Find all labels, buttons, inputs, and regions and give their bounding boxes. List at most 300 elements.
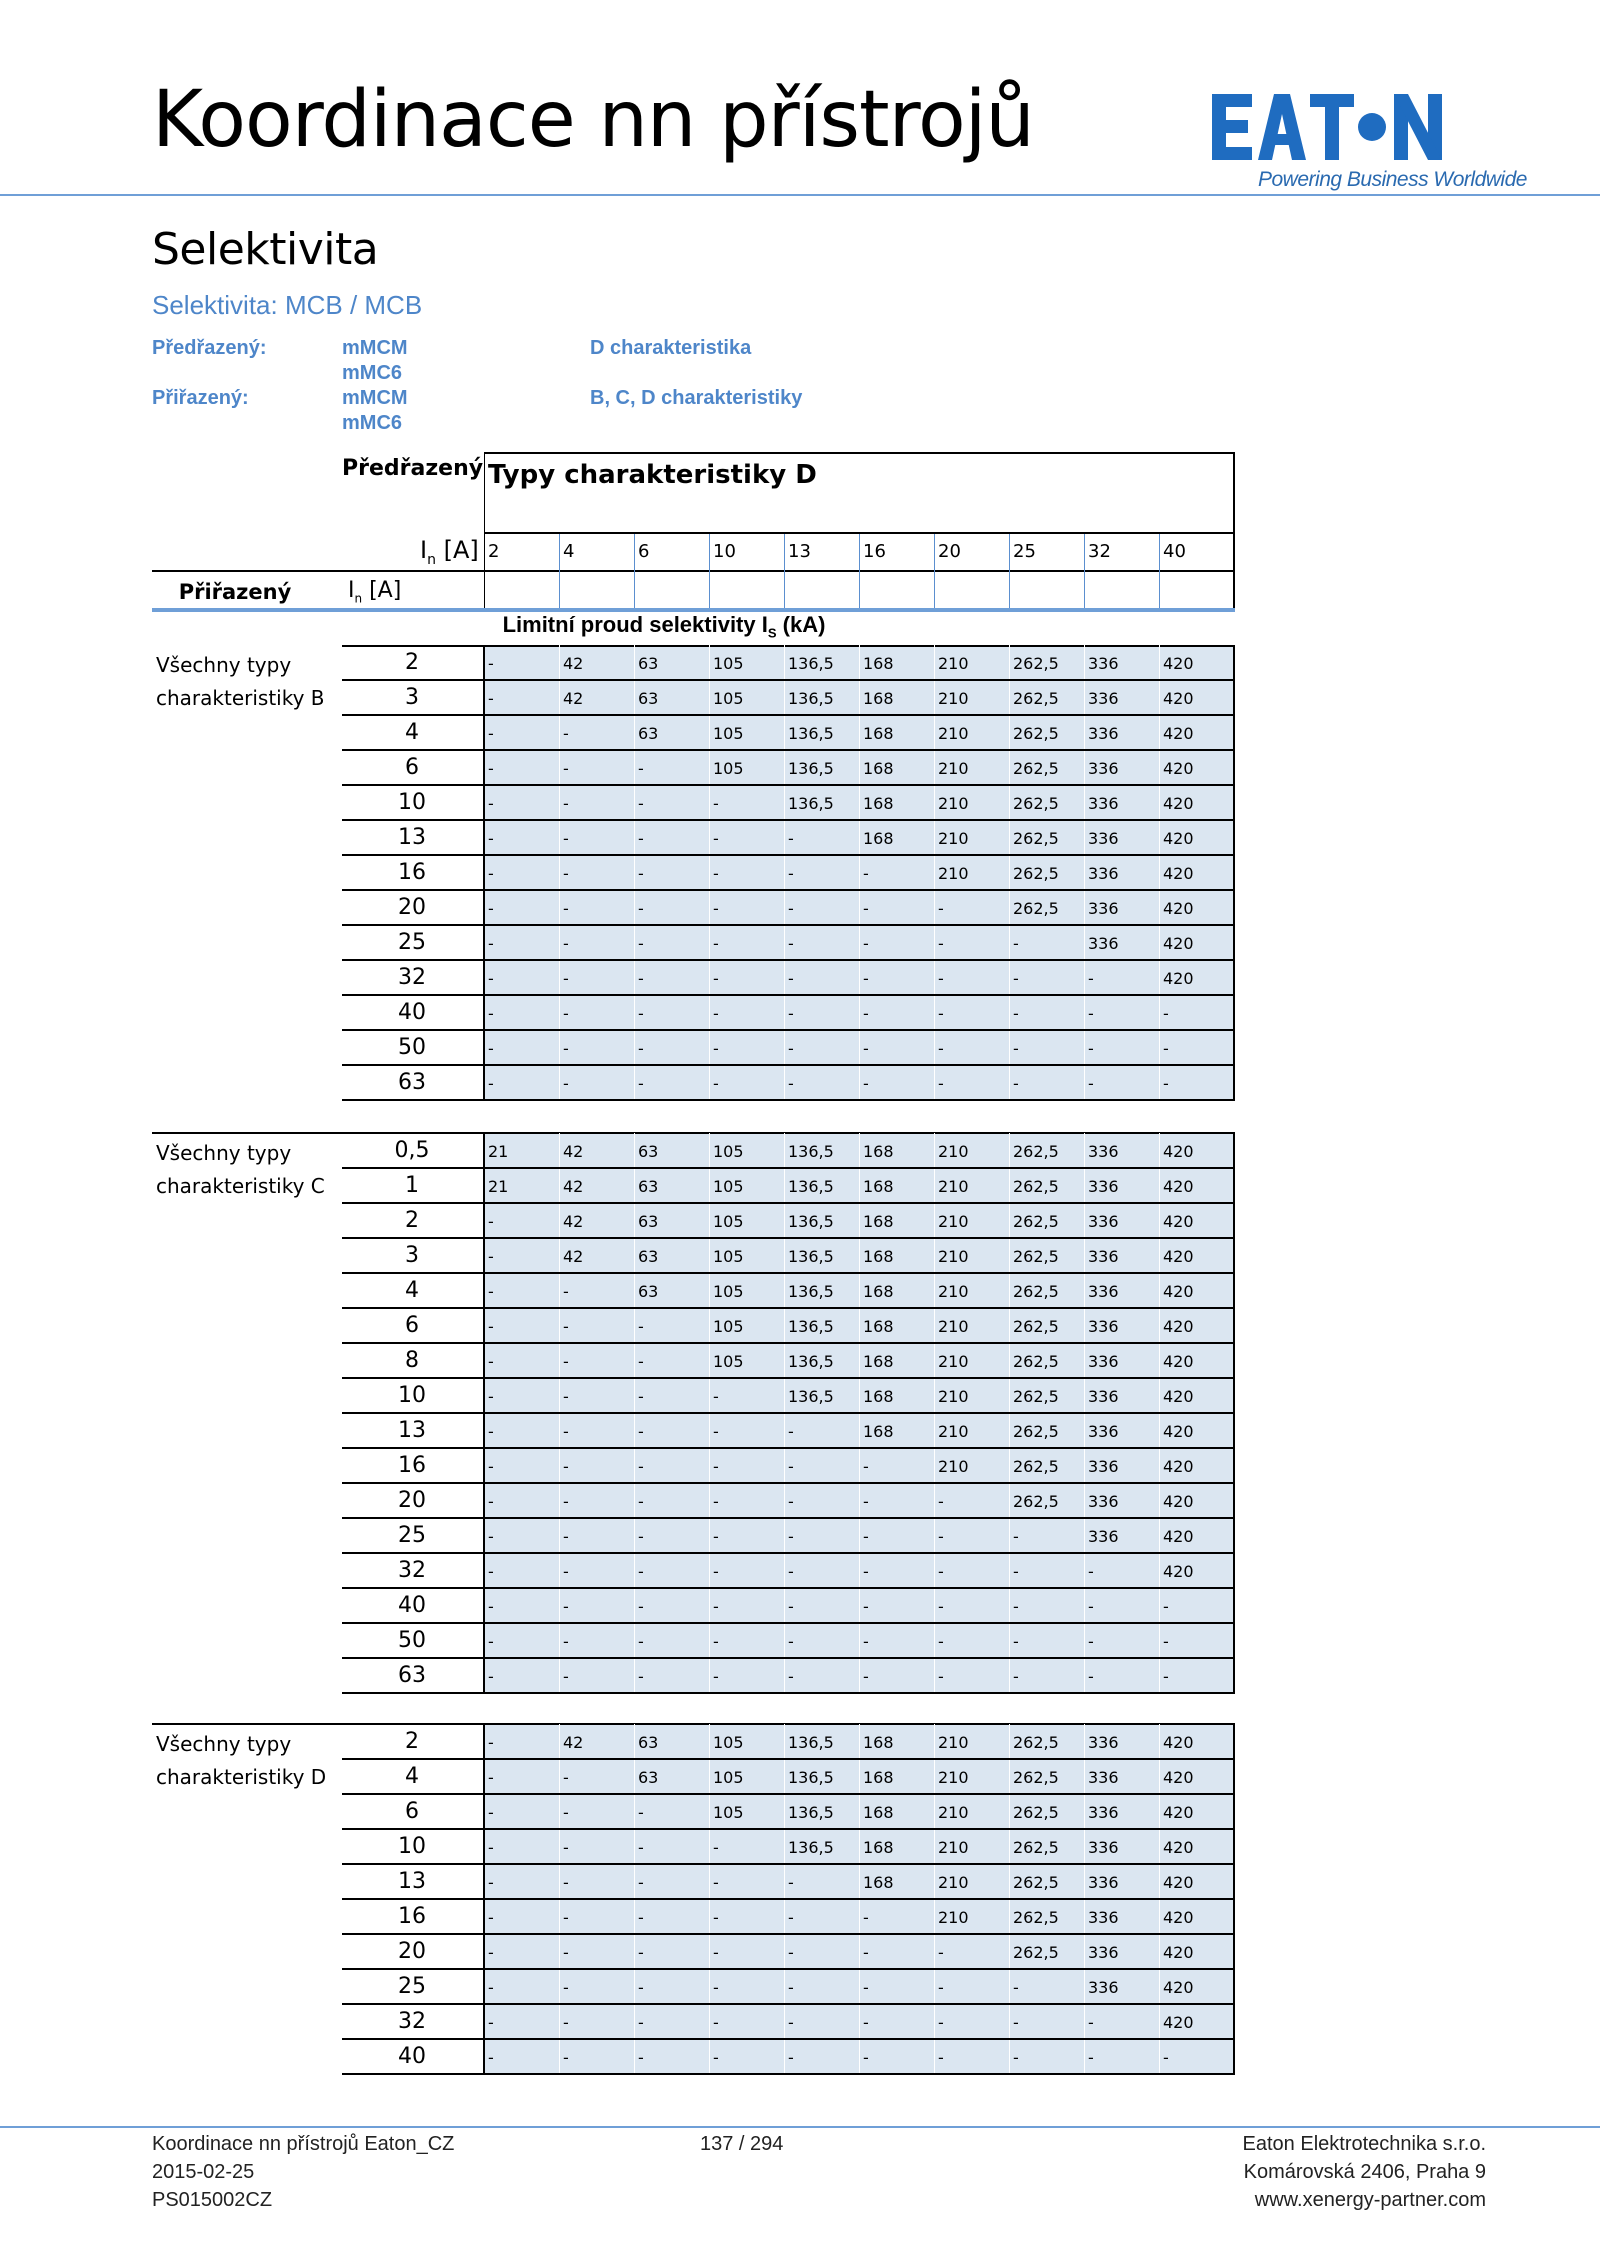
table-cell: 262,5 bbox=[1013, 899, 1059, 918]
column-header: 4 bbox=[563, 541, 575, 562]
limit-current-caption: Limitní proud selektivity $I_S$ (kA) bbox=[502, 612, 826, 641]
table-cell: - bbox=[1163, 1667, 1169, 1686]
group-label-line: Všechny typy bbox=[156, 1141, 292, 1165]
table-cell: - bbox=[863, 1457, 869, 1476]
table-cell: - bbox=[938, 1004, 944, 1023]
row-in-value: 16 bbox=[398, 860, 426, 885]
table-cell: - bbox=[563, 1074, 569, 1093]
table-cell: 262,5 bbox=[1013, 1943, 1059, 1962]
row-in-value: 25 bbox=[398, 930, 426, 955]
table-cell: - bbox=[563, 1422, 569, 1441]
row-in-value: 3 bbox=[405, 1243, 419, 1268]
table-cell: 210 bbox=[938, 759, 969, 778]
table-cell: 136,5 bbox=[788, 724, 834, 743]
table-cell: - bbox=[488, 1803, 494, 1822]
table-cell: - bbox=[713, 1004, 719, 1023]
table-cell: 336 bbox=[1088, 1768, 1119, 1787]
table-cell: - bbox=[488, 1212, 494, 1231]
table-cell: 210 bbox=[938, 1317, 969, 1336]
table-cell: 42 bbox=[563, 689, 584, 708]
table-cell: 420 bbox=[1163, 689, 1194, 708]
table-cell: - bbox=[938, 899, 944, 918]
table-cell: - bbox=[863, 1004, 869, 1023]
table-cell: - bbox=[488, 1247, 494, 1266]
table-cell: 420 bbox=[1163, 1838, 1194, 1857]
table-cell: - bbox=[638, 1803, 644, 1822]
row-in-value: 20 bbox=[398, 895, 426, 920]
table-cell: - bbox=[563, 899, 569, 918]
table-cell: - bbox=[1088, 1667, 1094, 1686]
table-cell: 262,5 bbox=[1013, 1838, 1059, 1857]
column-header: 13 bbox=[788, 541, 811, 562]
row-in-value: 40 bbox=[398, 1593, 426, 1618]
column-in-label: $I_n$ [A] bbox=[420, 536, 479, 568]
header-box-border bbox=[1233, 452, 1235, 610]
table-cell: 262,5 bbox=[1013, 1352, 1059, 1371]
group-label bbox=[156, 1728, 326, 1794]
table-cell: 168 bbox=[863, 829, 894, 848]
table-cell: - bbox=[488, 1943, 494, 1962]
table-cell: - bbox=[563, 794, 569, 813]
table-cell: - bbox=[788, 864, 794, 883]
table-cell: - bbox=[638, 1667, 644, 1686]
table-cell: - bbox=[713, 1457, 719, 1476]
row-in-value: 4 bbox=[405, 1278, 419, 1303]
table-cell: 262,5 bbox=[1013, 794, 1059, 813]
table-cell: 168 bbox=[863, 724, 894, 743]
table-cell: - bbox=[638, 969, 644, 988]
row-in-value: 6 bbox=[405, 1313, 419, 1338]
group-label-line: charakteristiky C bbox=[156, 1174, 325, 1198]
table-cell: - bbox=[563, 1873, 569, 1892]
table-cell: - bbox=[1088, 1074, 1094, 1093]
table-cell: 136,5 bbox=[788, 1142, 834, 1161]
table-cell: - bbox=[638, 1387, 644, 1406]
table-cell: 168 bbox=[863, 1838, 894, 1857]
table-cell: - bbox=[713, 899, 719, 918]
table-cell: 336 bbox=[1088, 1142, 1119, 1161]
table-cell: 210 bbox=[938, 1908, 969, 1927]
table-cell: 262,5 bbox=[1013, 654, 1059, 673]
table-cell: 420 bbox=[1163, 1527, 1194, 1546]
row-in-value: 50 bbox=[398, 1035, 426, 1060]
table-cell: 63 bbox=[638, 654, 659, 673]
prirazeny-label: Přiřazený: bbox=[152, 387, 249, 409]
table-cell: - bbox=[488, 1527, 494, 1546]
row-in-value: 63 bbox=[398, 1070, 426, 1095]
table-cell: 210 bbox=[938, 1212, 969, 1231]
table-cell: - bbox=[713, 1597, 719, 1616]
prirazeny-characteristics: B, C, D charakteristiky bbox=[590, 387, 803, 409]
table-cell: 42 bbox=[563, 1212, 584, 1231]
table-cell: - bbox=[563, 1492, 569, 1511]
table-cell: 420 bbox=[1163, 1733, 1194, 1752]
table-cell: - bbox=[488, 1039, 494, 1058]
table-cell: - bbox=[938, 1492, 944, 1511]
table-cell: 420 bbox=[1163, 1908, 1194, 1927]
table-cell: 262,5 bbox=[1013, 759, 1059, 778]
table-cell: - bbox=[788, 1908, 794, 1927]
table-cell: - bbox=[1088, 969, 1094, 988]
header-box-border bbox=[484, 452, 1234, 454]
table-cell: 336 bbox=[1088, 1247, 1119, 1266]
table-cell: 420 bbox=[1163, 1177, 1194, 1196]
table-cell: - bbox=[863, 1978, 869, 1997]
header-column-divider bbox=[559, 534, 560, 608]
table-cell: 420 bbox=[1163, 724, 1194, 743]
table-cell: - bbox=[713, 1908, 719, 1927]
table-cell: - bbox=[1163, 1632, 1169, 1651]
table-cell: - bbox=[863, 1667, 869, 1686]
prirazeny-device: mMC6 bbox=[342, 412, 403, 434]
row-in-label: $I_n$ [A] bbox=[348, 578, 402, 606]
row-in-value: 16 bbox=[398, 1904, 426, 1929]
table-cell: 136,5 bbox=[788, 1803, 834, 1822]
table-cell: 262,5 bbox=[1013, 1177, 1059, 1196]
table-cell: - bbox=[563, 1352, 569, 1371]
table-cell: 420 bbox=[1163, 1282, 1194, 1301]
table-predrazeny-header: Předřazený bbox=[342, 456, 484, 481]
table-cell: 262,5 bbox=[1013, 1142, 1059, 1161]
row-in-value: 2 bbox=[405, 1729, 419, 1754]
table-cell: - bbox=[563, 2048, 569, 2067]
table-cell: - bbox=[563, 1004, 569, 1023]
table-cell: - bbox=[488, 1317, 494, 1336]
predrazeny-device: mMCM bbox=[342, 337, 408, 359]
row-in-value: 25 bbox=[398, 1974, 426, 1999]
row-in-value: 16 bbox=[398, 1453, 426, 1478]
table-cell: 336 bbox=[1088, 1527, 1119, 1546]
table-cell: 42 bbox=[563, 654, 584, 673]
table-cell: 105 bbox=[713, 689, 744, 708]
table-cell: 105 bbox=[713, 1177, 744, 1196]
table-cell: - bbox=[788, 899, 794, 918]
table-cell: 42 bbox=[563, 1733, 584, 1752]
table-cell: - bbox=[938, 2013, 944, 2032]
table-cell: - bbox=[563, 1457, 569, 1476]
table-cell: 420 bbox=[1163, 829, 1194, 848]
table-cell: - bbox=[713, 864, 719, 883]
table-cell: - bbox=[563, 724, 569, 743]
table-cell: 105 bbox=[713, 1247, 744, 1266]
table-cell: 336 bbox=[1088, 1177, 1119, 1196]
table-cell: - bbox=[788, 1667, 794, 1686]
table-cell: - bbox=[638, 1838, 644, 1857]
column-header: 25 bbox=[1013, 541, 1036, 562]
table-cell: 262,5 bbox=[1013, 1733, 1059, 1752]
table-cell: - bbox=[563, 1039, 569, 1058]
table-cell: - bbox=[638, 1039, 644, 1058]
table-cell: - bbox=[938, 1527, 944, 1546]
predrazeny-label: Předřazený: bbox=[152, 337, 267, 359]
table-cell: - bbox=[713, 1039, 719, 1058]
row-in-value: 32 bbox=[398, 1558, 426, 1583]
table-cell: 105 bbox=[713, 1142, 744, 1161]
table-cell: 420 bbox=[1163, 1492, 1194, 1511]
row-in-value: 40 bbox=[398, 2044, 426, 2069]
table-characteristic-header: Typy charakteristiky D bbox=[488, 460, 817, 490]
table-cell: - bbox=[713, 934, 719, 953]
footer-document-code: PS015002CZ bbox=[152, 2189, 273, 2211]
table-cell: - bbox=[863, 1039, 869, 1058]
table-cell: 420 bbox=[1163, 969, 1194, 988]
header-row-line bbox=[152, 570, 1235, 572]
header-column-divider bbox=[1159, 534, 1160, 608]
table-cell: 105 bbox=[713, 759, 744, 778]
table-cell: - bbox=[713, 2048, 719, 2067]
table-cell: 63 bbox=[638, 1212, 659, 1231]
table-cell: - bbox=[1163, 2048, 1169, 2067]
table-cell: 63 bbox=[638, 1142, 659, 1161]
table-cell: - bbox=[788, 1527, 794, 1546]
table-cell: - bbox=[638, 759, 644, 778]
table-cell: 336 bbox=[1088, 1387, 1119, 1406]
table-cell: 168 bbox=[863, 1247, 894, 1266]
row-in-value: 8 bbox=[405, 1348, 419, 1373]
table-cell: 63 bbox=[638, 689, 659, 708]
table-cell: 210 bbox=[938, 724, 969, 743]
footer-address: Komárovská 2406, Praha 9 bbox=[1243, 2161, 1486, 2183]
table-cell: 168 bbox=[863, 1873, 894, 1892]
table-cell: 262,5 bbox=[1013, 1457, 1059, 1476]
table-cell: 262,5 bbox=[1013, 724, 1059, 743]
table-cell: - bbox=[563, 1282, 569, 1301]
table-cell: - bbox=[1013, 1039, 1019, 1058]
table-cell: 262,5 bbox=[1013, 1492, 1059, 1511]
row-in-value: 10 bbox=[398, 790, 426, 815]
table-cell: 168 bbox=[863, 1422, 894, 1441]
table-cell: 336 bbox=[1088, 1317, 1119, 1336]
table-cell: - bbox=[1088, 1039, 1094, 1058]
table-cell: - bbox=[863, 1632, 869, 1651]
table-cell: - bbox=[488, 794, 494, 813]
table-cell: - bbox=[938, 1597, 944, 1616]
table-cell: 420 bbox=[1163, 1142, 1194, 1161]
table-cell: - bbox=[488, 1074, 494, 1093]
table-cell: - bbox=[713, 969, 719, 988]
table-cell: - bbox=[863, 1562, 869, 1581]
table-cell: - bbox=[788, 1562, 794, 1581]
table-cell: - bbox=[938, 1562, 944, 1581]
table-cell: - bbox=[488, 1667, 494, 1686]
table-cell: 420 bbox=[1163, 1562, 1194, 1581]
table-cell: 168 bbox=[863, 1317, 894, 1336]
table-cell: - bbox=[563, 1838, 569, 1857]
table-cell: 210 bbox=[938, 654, 969, 673]
table-cell: 336 bbox=[1088, 1838, 1119, 1857]
table-cell: - bbox=[488, 1978, 494, 1997]
footer-page-number: 137 / 294 bbox=[700, 2133, 784, 2155]
table-cell: 262,5 bbox=[1013, 1317, 1059, 1336]
table-cell: 262,5 bbox=[1013, 864, 1059, 883]
table-cell: 136,5 bbox=[788, 1352, 834, 1371]
table-cell: - bbox=[788, 2048, 794, 2067]
logo-tagline: Powering Business Worldwide bbox=[1258, 168, 1527, 191]
row-in-value: 4 bbox=[405, 720, 419, 745]
table-cell: - bbox=[488, 1352, 494, 1371]
table-cell: - bbox=[938, 969, 944, 988]
table-cell: 136,5 bbox=[788, 1177, 834, 1196]
table-cell: - bbox=[863, 899, 869, 918]
table-cell: - bbox=[638, 2013, 644, 2032]
table-cell: 210 bbox=[938, 864, 969, 883]
table-cell: - bbox=[563, 1387, 569, 1406]
table-cell: - bbox=[938, 1632, 944, 1651]
table-cell: 168 bbox=[863, 1387, 894, 1406]
table-cell: 336 bbox=[1088, 1908, 1119, 1927]
table-cell: 63 bbox=[638, 724, 659, 743]
table-cell: - bbox=[638, 1317, 644, 1336]
footer-right bbox=[1243, 2130, 1486, 2214]
table-cell: 262,5 bbox=[1013, 829, 1059, 848]
row-in-value: 10 bbox=[398, 1383, 426, 1408]
table-cell: - bbox=[638, 1562, 644, 1581]
table-cell: - bbox=[563, 1632, 569, 1651]
table-cell: 136,5 bbox=[788, 1838, 834, 1857]
table-cell: - bbox=[563, 934, 569, 953]
table-cell: - bbox=[488, 1004, 494, 1023]
table-cell: - bbox=[713, 1838, 719, 1857]
table-cell: - bbox=[713, 1978, 719, 1997]
table-cell: - bbox=[488, 1733, 494, 1752]
table-cell: 336 bbox=[1088, 1422, 1119, 1441]
table-cell: - bbox=[788, 1039, 794, 1058]
table-cell: - bbox=[638, 1597, 644, 1616]
table-cell: - bbox=[863, 969, 869, 988]
table-cell: 136,5 bbox=[788, 759, 834, 778]
table-cell: - bbox=[713, 794, 719, 813]
table-cell: 420 bbox=[1163, 654, 1194, 673]
table-cell: 336 bbox=[1088, 654, 1119, 673]
table-cell: - bbox=[563, 969, 569, 988]
table-cell: 262,5 bbox=[1013, 1908, 1059, 1927]
table-cell: - bbox=[488, 1838, 494, 1857]
table-cell: 420 bbox=[1163, 1873, 1194, 1892]
table-cell: 420 bbox=[1163, 759, 1194, 778]
table-cell: 136,5 bbox=[788, 794, 834, 813]
group-label bbox=[156, 1137, 325, 1203]
row-in-value: 32 bbox=[398, 2009, 426, 2034]
row-in-value: 13 bbox=[398, 825, 426, 850]
footer-left bbox=[152, 2130, 454, 2214]
row-in-value: 13 bbox=[398, 1418, 426, 1443]
table-cell: - bbox=[713, 1387, 719, 1406]
header-column-divider bbox=[784, 534, 785, 608]
table-cell: 105 bbox=[713, 724, 744, 743]
row-in-value: 32 bbox=[398, 965, 426, 990]
table-cell: 336 bbox=[1088, 1978, 1119, 1997]
table-cell: - bbox=[488, 654, 494, 673]
table-cell: - bbox=[563, 1768, 569, 1787]
table-cell: - bbox=[488, 1768, 494, 1787]
table-cell: - bbox=[638, 1908, 644, 1927]
table-cell: 420 bbox=[1163, 1978, 1194, 1997]
header-column-divider bbox=[859, 534, 860, 608]
table-cell: 336 bbox=[1088, 1212, 1119, 1231]
table-cell: 262,5 bbox=[1013, 1387, 1059, 1406]
table-cell: 336 bbox=[1088, 1492, 1119, 1511]
section-subtitle: Selektivita: MCB / MCB bbox=[152, 290, 423, 320]
table-cell: - bbox=[488, 759, 494, 778]
table-cell: 210 bbox=[938, 1838, 969, 1857]
table-cell: - bbox=[788, 1457, 794, 1476]
table-cell: 420 bbox=[1163, 1457, 1194, 1476]
table-cell: 210 bbox=[938, 1422, 969, 1441]
table-cell: - bbox=[788, 1632, 794, 1651]
table-cell: - bbox=[638, 1352, 644, 1371]
table-cell: - bbox=[488, 1422, 494, 1441]
table-cell: 420 bbox=[1163, 1212, 1194, 1231]
table-cell: 420 bbox=[1163, 1387, 1194, 1406]
table-cell: 420 bbox=[1163, 934, 1194, 953]
row-in-value: 3 bbox=[405, 685, 419, 710]
table-cell: - bbox=[788, 829, 794, 848]
table-cell: 210 bbox=[938, 689, 969, 708]
header-column-divider bbox=[1009, 534, 1010, 608]
table-cell: - bbox=[488, 1873, 494, 1892]
table-cell: - bbox=[788, 1004, 794, 1023]
table-cell: 136,5 bbox=[788, 689, 834, 708]
table-cell: 336 bbox=[1088, 724, 1119, 743]
table-cell: - bbox=[488, 864, 494, 883]
table-cell: 262,5 bbox=[1013, 1282, 1059, 1301]
table-cell: - bbox=[1163, 1004, 1169, 1023]
table-cell: - bbox=[638, 829, 644, 848]
table-cell: - bbox=[488, 2048, 494, 2067]
table-cell: - bbox=[1013, 1527, 1019, 1546]
table-cell: 210 bbox=[938, 1768, 969, 1787]
table-cell: 420 bbox=[1163, 794, 1194, 813]
footer-rule bbox=[0, 2126, 1600, 2128]
table-cell: 210 bbox=[938, 1873, 969, 1892]
row-in-value: 40 bbox=[398, 1000, 426, 1025]
row-in-value: 20 bbox=[398, 1939, 426, 1964]
table-cell: 336 bbox=[1088, 1282, 1119, 1301]
table-cell: 136,5 bbox=[788, 1768, 834, 1787]
table-cell: - bbox=[1013, 1978, 1019, 1997]
row-in-value: 63 bbox=[398, 1663, 426, 1688]
group-label-line: Všechny typy bbox=[156, 653, 292, 677]
table-cell: 420 bbox=[1163, 1352, 1194, 1371]
table-cell: - bbox=[1013, 2013, 1019, 2032]
predrazeny-device: mMC6 bbox=[342, 362, 403, 384]
table-cell: 136,5 bbox=[788, 654, 834, 673]
table-cell: 336 bbox=[1088, 899, 1119, 918]
table-cell: 262,5 bbox=[1013, 1803, 1059, 1822]
row-in-value: 1 bbox=[405, 1173, 419, 1198]
footer-date: 2015-02-25 bbox=[152, 2161, 255, 2183]
table-cell: - bbox=[1013, 969, 1019, 988]
table-cell: 336 bbox=[1088, 1873, 1119, 1892]
table-cell: 168 bbox=[863, 794, 894, 813]
table-cell: - bbox=[563, 829, 569, 848]
page-title: Koordinace nn přístrojů bbox=[152, 75, 1034, 165]
table-cell: - bbox=[638, 1004, 644, 1023]
prirazeny-device: mMCM bbox=[342, 387, 408, 409]
table-cell: - bbox=[788, 1422, 794, 1441]
table-cell: 336 bbox=[1088, 1457, 1119, 1476]
group-label-line: charakteristiky B bbox=[156, 686, 325, 710]
column-header: 2 bbox=[488, 541, 500, 562]
table-cell: 63 bbox=[638, 1177, 659, 1196]
table-cell: - bbox=[638, 1422, 644, 1441]
table-cell: - bbox=[938, 1978, 944, 1997]
table-cell: 336 bbox=[1088, 1733, 1119, 1752]
table-cell: - bbox=[563, 1527, 569, 1546]
table-cell: 210 bbox=[938, 829, 969, 848]
table-cell: 210 bbox=[938, 1803, 969, 1822]
table-cell: - bbox=[563, 1978, 569, 1997]
